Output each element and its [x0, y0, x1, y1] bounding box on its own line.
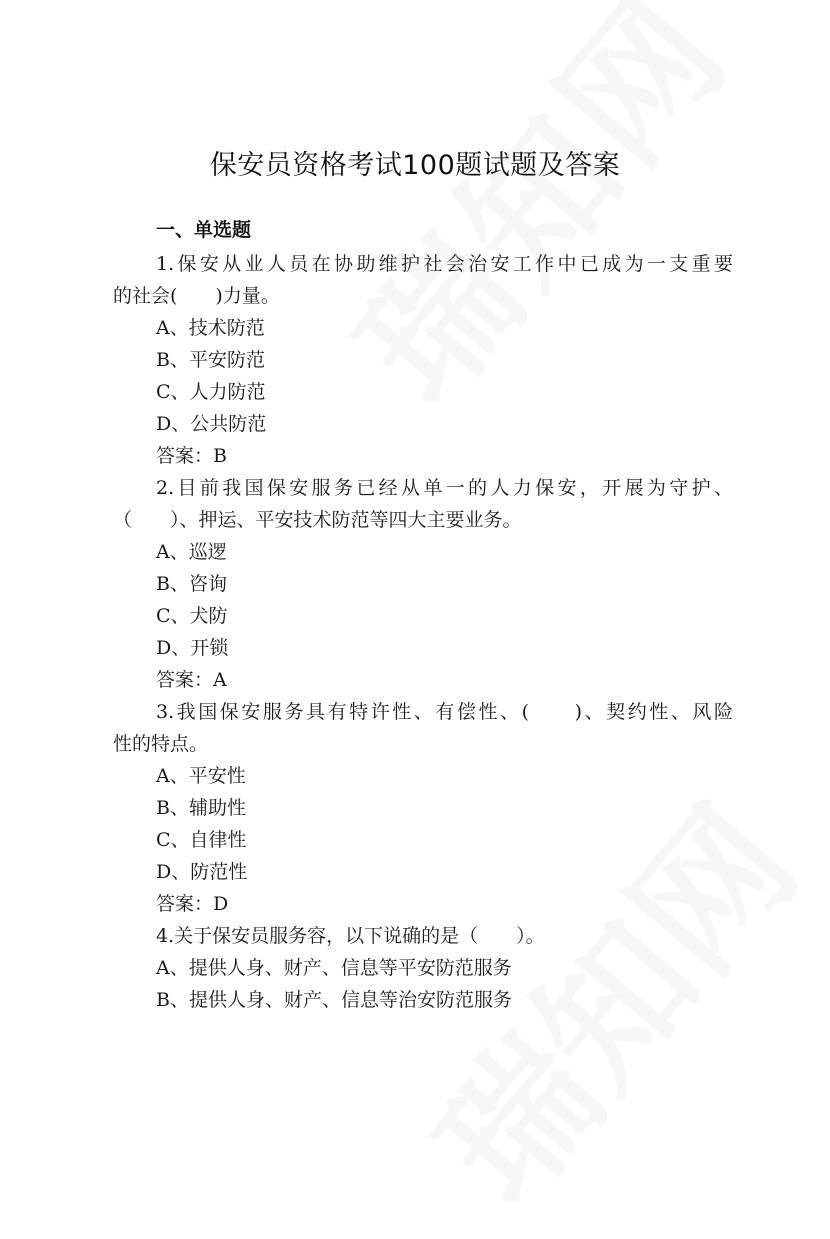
question-stem-line: 性的特点。 [113, 733, 209, 755]
question-list [113, 248, 733, 1016]
question-3 [113, 696, 733, 920]
option-c: C、犬防 [156, 605, 228, 627]
option-a: A、技术防范 [156, 317, 265, 339]
option-b: B、提供人身、财产、信息等治安防范服务 [156, 989, 512, 1011]
question-stem-line: 3.我国保安服务具有特许性、有偿性、( )、契约性、风险 [156, 701, 733, 723]
option-b: B、辅助性 [156, 797, 246, 819]
question-stem-line: 4.关于保安员服务容，以下说确的是（ ）。 [156, 925, 545, 947]
option-d: D、开锁 [156, 637, 229, 659]
section-heading: 一、单选题 [156, 219, 252, 241]
answer: 答案：B [156, 445, 227, 467]
question-stem-line: （ ）、押运、平安技术防范等四大主要业务。 [113, 509, 522, 531]
option-b: B、平安防范 [156, 349, 265, 371]
option-d: D、防范性 [156, 861, 248, 883]
option-a: A、平安性 [156, 765, 246, 787]
question-stem-line: 2.目前我国保安服务已经从单一的人力保安，开展为守护、 [156, 477, 733, 499]
question-1 [113, 248, 733, 472]
answer: 答案：D [156, 893, 229, 915]
answer: 答案：A [156, 669, 227, 691]
question-stem-line: 1.保安从业人员在协助维护社会治安工作中已成为一支重要 [156, 253, 733, 275]
option-a: A、巡逻 [156, 541, 227, 563]
option-c: C、自律性 [156, 829, 247, 851]
question-4 [113, 920, 733, 1016]
option-d: D、公共防范 [156, 413, 267, 435]
option-b: B、咨询 [156, 573, 227, 595]
question-stem-line: 的社会( )力量。 [113, 285, 280, 307]
option-a: A、提供人身、财产、信息等平安防范服务 [156, 957, 512, 979]
option-c: C、人力防范 [156, 381, 266, 403]
document-title: 保安员资格考试100题试题及答案 [209, 150, 621, 181]
question-2 [113, 472, 733, 696]
